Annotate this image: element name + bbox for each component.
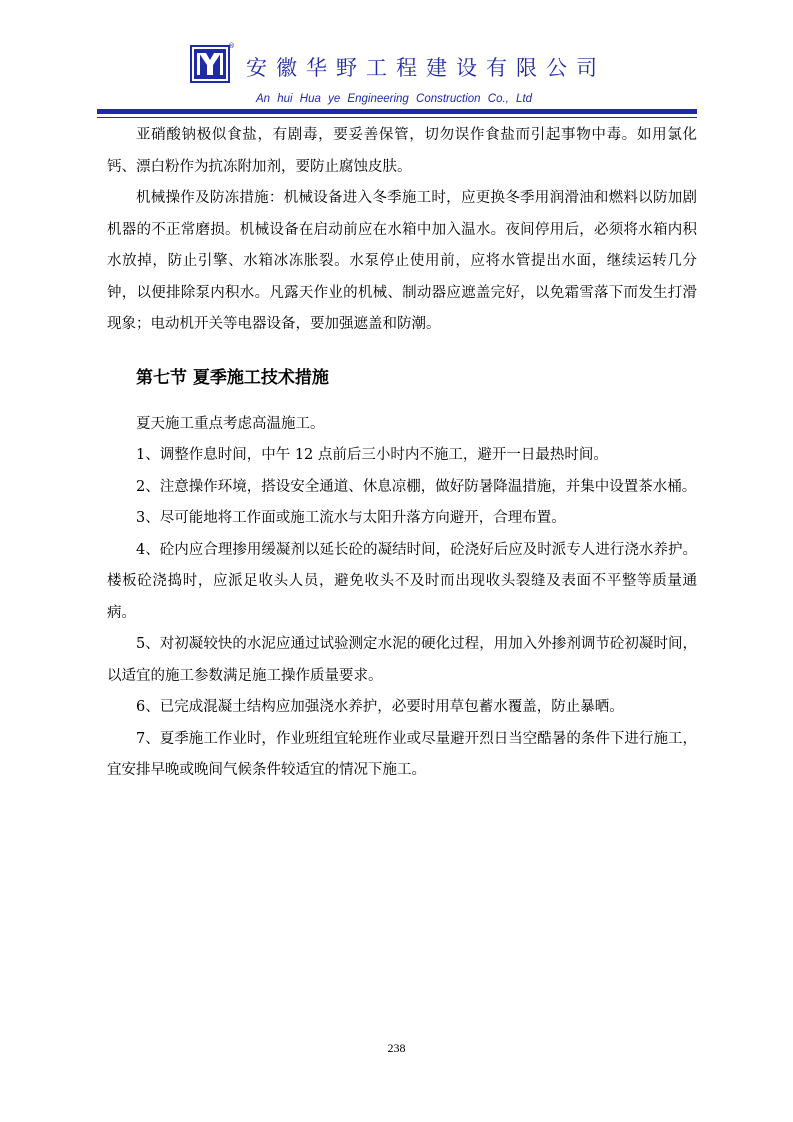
hy-logo-icon <box>190 40 234 84</box>
paragraph-nitrite: 亚硝酸钠极似食盐，有剧毒，要妥善保管，切勿误作食盐而引起事物中毒。如用氯化钙、漂白粉作为抗冻附加剂，要防止腐蚀皮肤。 <box>107 127 697 175</box>
company-name-en: An hui Hua ye Engineering Construction Co., Ltd <box>256 93 533 105</box>
header-rule-thick <box>97 109 697 114</box>
registered-mark: ® <box>228 42 235 50</box>
list-item: 7、夏季施工作业时，作业班组宜轮班作业或尽量避开烈日当空酷暑的条件下进行施工，宜安排早晚或晚间气候条件较适宜的情况下施工。 <box>107 730 697 778</box>
list-item: 3、尽可能地将工作面或施工流水与太阳升落方向避开，合理布置。 <box>136 510 566 526</box>
paragraph-intro: 夏天施工重点考虑高温施工。 <box>136 415 325 432</box>
list-item: 5、对初凝较快的水泥应通过试验测定水泥的硬化过程，用加入外掺剂调节砼初凝时间，以适宜的施工参数满足施工操作质量要求。 <box>107 636 697 684</box>
header-rule-thin <box>97 117 697 118</box>
page-body <box>107 120 697 787</box>
list-item: 6、已完成混凝土结构应加强浇水养护，必要时用草包蓄水覆盖，防止暴晒。 <box>136 699 624 715</box>
company-name-cn: 安徽华野工程建设有限公司 <box>246 56 606 80</box>
list-item: 1、调整作息时间，中午 12 点前后三小时内不施工，避开一日最热时间。 <box>136 447 608 463</box>
list-item: 4、砼内应合理掺用缓凝剂以延长砼的凝结时间，砼浇好后应及时派专人进行浇水养护。楼板砼浇捣时，应派足收头人员，避免收头不及时而出现收头裂缝及表面不平整等质量通病。 <box>107 541 697 621</box>
page-header <box>0 0 793 120</box>
page-number: 238 <box>387 1041 406 1055</box>
section-title: 第七节 夏季施工技术措施 <box>136 367 329 388</box>
list-item: 2、注意操作环境，搭设安全通道、休息凉棚，做好防暑降温措施，并集中设置茶水桶。 <box>136 478 697 495</box>
paragraph-machinery: 机械操作及防冻措施：机械设备进入冬季施工时，应更换冬季用润滑油和燃料以防加剧机器的不正常磨损。机械设备在启动前应在水箱中加入温水。夜间停用后，必须将水箱内积水放掉，防止引擎、水箱冰冻胀裂。水泵停止使用前，应将水管提出水面，继续运转几分钟，以便排除泵内积水。凡露天作业的机械、制动器应遮盖完好，以免霜雪落下而发生打滑现象；电动机开关等电器设备，要加强遮盖和防潮。 <box>107 190 697 332</box>
